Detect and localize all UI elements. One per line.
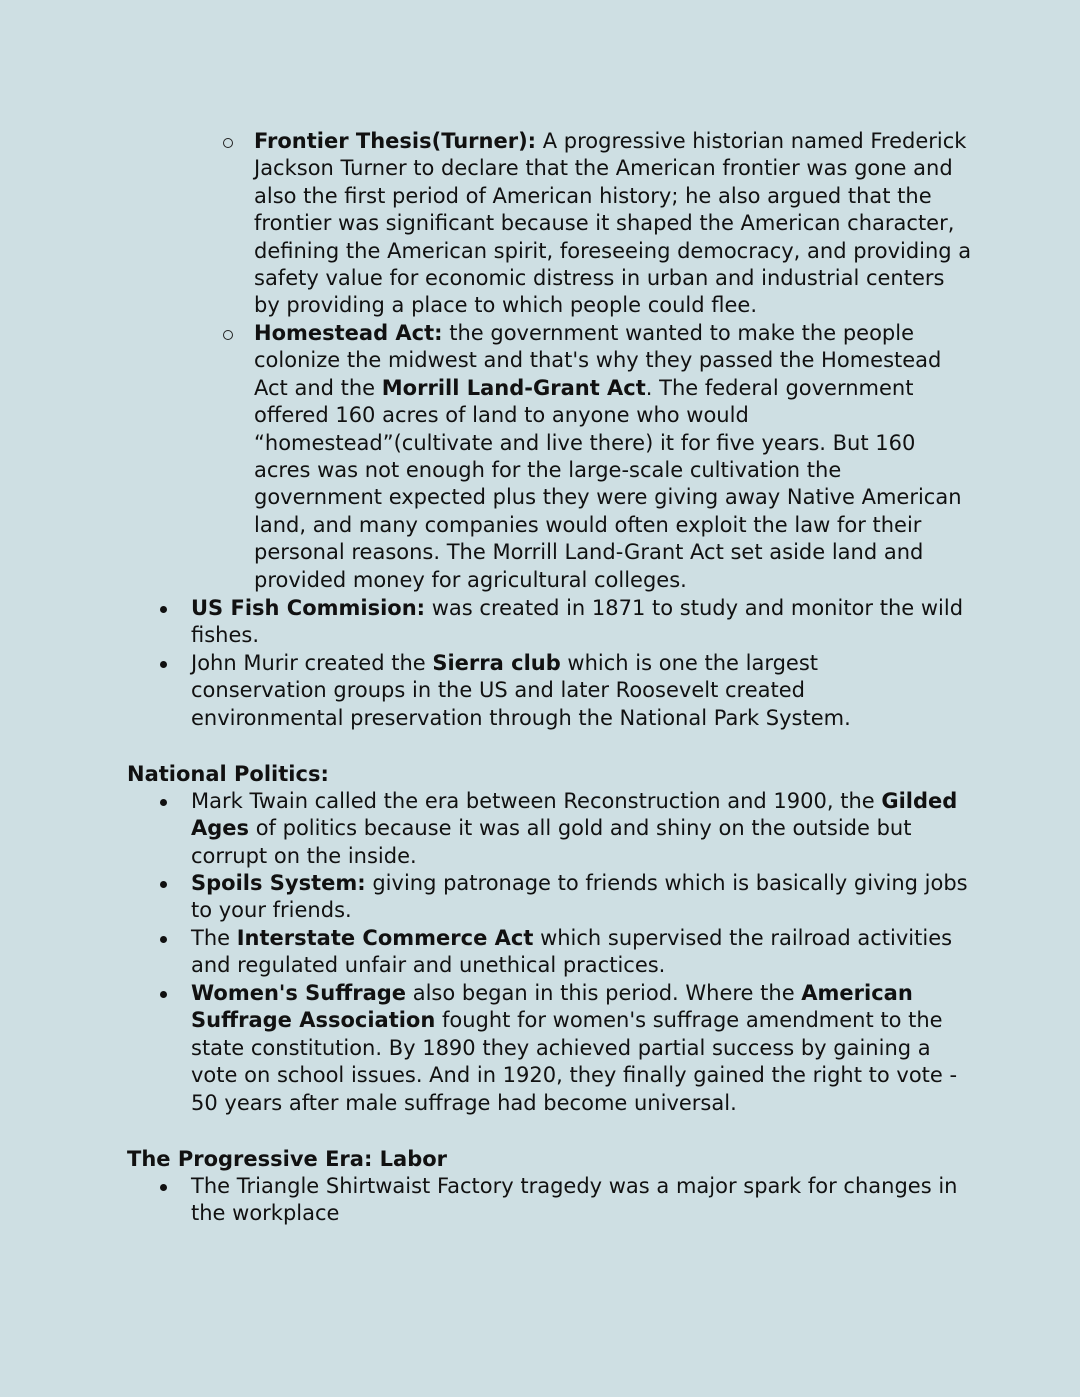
hollow-bullet-icon: [223, 138, 233, 148]
bullet-icon: [160, 661, 167, 668]
womens-suffrage-item: [191, 980, 971, 1117]
commerce-term: Interstate Commerce Act: [236, 926, 534, 950]
suffrage-term: Women's Suffrage: [191, 981, 407, 1005]
bullet-icon: [160, 991, 167, 998]
bullet-icon: [160, 799, 167, 806]
sierra-club-item: [191, 650, 891, 732]
spoils-term: Spoils System:: [191, 871, 366, 895]
frontier-thesis-term: Frontier Thesis(Turner):: [254, 129, 537, 153]
suffrage-text-1: also began in this period. Where the: [406, 981, 802, 1005]
hollow-bullet-icon: [223, 330, 233, 340]
progressive-era-heading: The Progressive Era: Labor: [127, 1147, 448, 1171]
suffrage-association-term: American Suffrage Association: [191, 981, 913, 1033]
homestead-act-text-2: . The federal government offered 160 acres of land to anyone who would “homestead”(cultivate and live there) it for five years. But 160 acres was not enough for the large-scale cultivation the government expected plus they were giving away Native American land, and many companies would often exploit the law for their personal reasons. The Morrill Land-Grant Act set aside land and provided money for agricultural colleges.: [254, 375, 962, 592]
homestead-act-text-1: the government wanted to make the people colonize the midwest and that's why they passed the Homestead Act and the: [254, 321, 942, 400]
fish-commission-item: [191, 595, 971, 650]
interstate-commerce-item: [191, 925, 971, 980]
sierra-club-text-2: which is one the largest conservation groups in the US and later Roosevelt created environmental preservation through the National Park System.: [191, 651, 851, 730]
homestead-act-term: Homestead Act:: [254, 321, 443, 345]
sierra-club-term: Sierra club: [432, 651, 561, 675]
bullet-icon: [160, 1184, 167, 1191]
national-politics-heading: National Politics:: [127, 762, 329, 786]
triangle-text: The Triangle Shirtwaist Factory tragedy was a major spark for changes in the workplace: [191, 1174, 958, 1226]
bullet-icon: [160, 881, 167, 888]
frontier-thesis-text: A progressive historian named Frederick Jackson Turner to declare that the American frontier was gone and also the first period of American history; he also argued that the frontier was significant because it shaped the American character, defining the American spirit, foreseeing democracy, and providing a safety value for economic distress in urban and industrial centers by providing a place to which people could flee.: [254, 129, 972, 318]
gilded-age-item: [191, 788, 971, 870]
commerce-text-1: The: [191, 926, 237, 950]
frontier-thesis-item: [254, 128, 974, 320]
bullet-icon: [160, 606, 167, 613]
triangle-factory-item: [191, 1173, 971, 1228]
bullet-icon: [160, 936, 167, 943]
morrill-act-term: Morrill Land-Grant Act: [381, 375, 646, 400]
sierra-club-text-1: John Murir created the: [191, 651, 433, 675]
suffrage-text-2: fought for women's suffrage amendment to the state constitution. By 1890 they achieved partial success by gaining a vote on school issues. And in 1920, they finally gained the right to vote - 50 years after male suffrage had become universal.: [191, 1008, 958, 1115]
gilded-text-2: of politics because it was all gold and shiny on the outside but corrupt on the inside.: [191, 816, 912, 868]
fish-commission-term: US Fish Commision:: [191, 596, 426, 620]
gilded-term: Gilded Ages: [191, 789, 958, 841]
spoils-text: giving patronage to friends which is basically giving jobs to your friends.: [191, 871, 968, 923]
homestead-act-item: [254, 320, 974, 594]
gilded-text-1: Mark Twain called the era between Reconstruction and 1900, the: [191, 789, 882, 813]
fish-commission-text: was created in 1871 to study and monitor the wild fishes.: [191, 596, 964, 648]
commerce-text-2: which supervised the railroad activities and regulated unfair and unethical practices.: [191, 926, 953, 978]
spoils-system-item: [191, 870, 971, 925]
